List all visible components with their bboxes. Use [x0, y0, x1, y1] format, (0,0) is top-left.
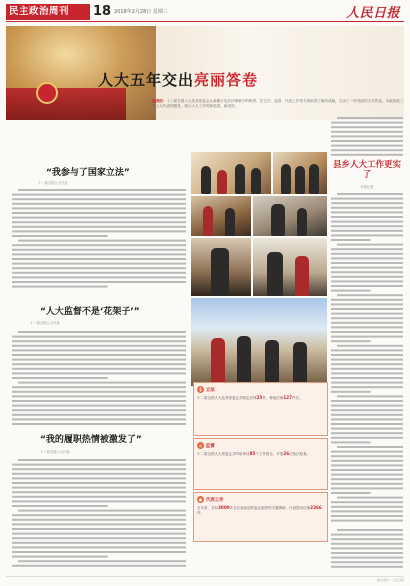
- text-line: [12, 377, 108, 379]
- infobox-supervision-body: 十二届全国人大常委会共听取审议85个工作报告，开展26次执法检查。: [197, 450, 311, 456]
- text-line: [331, 538, 403, 540]
- text-line: [12, 336, 186, 338]
- text-line: [331, 326, 403, 328]
- page-number: 18: [93, 4, 112, 19]
- text-line: [12, 391, 186, 393]
- person-icon: ●: [198, 497, 203, 502]
- text-line: [12, 372, 186, 374]
- text-line: [331, 520, 403, 522]
- text-line: [12, 414, 186, 416]
- infobox-deputies-body: 五年来，共有3000多名代表参加常委会组织的专题调研，代表提出议案2366件。: [197, 504, 322, 515]
- text-line: [18, 459, 186, 461]
- text-line: [331, 145, 403, 147]
- article-2-title: “人大监督不是‘花架子’”: [40, 307, 140, 317]
- text-line: [12, 405, 186, 407]
- text-line: [12, 359, 186, 361]
- text-line: [331, 322, 403, 324]
- text-line: [331, 372, 403, 374]
- text-line: [12, 249, 186, 251]
- infobox-deputies-head: [197, 496, 324, 503]
- page-header: [6, 4, 404, 22]
- text-line: [12, 528, 186, 530]
- text-line: [12, 537, 186, 539]
- infobox-supervision-label: 监督: [206, 443, 215, 449]
- text-line: [331, 474, 403, 476]
- text-line: [12, 217, 186, 219]
- text-line: [12, 491, 186, 493]
- infobox-supervision-head: [197, 442, 324, 449]
- text-line: [331, 478, 403, 480]
- magnifier-icon: ◎: [198, 443, 203, 448]
- text-line: [12, 565, 186, 567]
- text-line: [331, 368, 403, 370]
- infobox-deputies-label: 代表工作: [206, 497, 224, 503]
- text-line: [331, 432, 403, 434]
- text-line: [337, 294, 403, 296]
- text-line: [12, 212, 186, 214]
- text-line: [12, 523, 186, 525]
- stat-bills-submitted: 2366: [310, 504, 322, 510]
- newspaper-logo: 人民日报: [345, 6, 400, 21]
- text-line: [331, 126, 403, 128]
- stat-laws-amended: 127: [283, 394, 293, 400]
- article-1-byline: 十二届全国人大代表: [38, 181, 68, 185]
- text-line: [331, 414, 403, 416]
- sidebar-byline: 本报记者: [360, 185, 374, 189]
- text-line: [331, 253, 403, 255]
- text-line: [337, 497, 403, 499]
- text-line: [331, 336, 403, 338]
- text-line: [12, 487, 186, 489]
- text-line: [12, 258, 186, 260]
- text-line: [12, 286, 108, 288]
- sidebar-title: 县乡人大工作更实了: [332, 160, 401, 180]
- infobox-legislation: [193, 382, 328, 436]
- text-line: [331, 483, 403, 485]
- text-line: [331, 405, 403, 407]
- text-line: [331, 313, 403, 315]
- text-line: [12, 468, 186, 470]
- text-line: [12, 253, 186, 255]
- text-line: [337, 446, 403, 448]
- text-line: [331, 506, 403, 508]
- text-line: [331, 122, 403, 124]
- text-line: [331, 418, 403, 420]
- text-line: [331, 552, 403, 554]
- column-name: 民主政治周刊: [6, 4, 90, 20]
- article-2-text-lines: [12, 330, 186, 425]
- text-line: [12, 477, 186, 479]
- text-line: [12, 464, 186, 466]
- text-line: [331, 534, 403, 536]
- text-line: [12, 542, 186, 544]
- infobox-supervision: [193, 438, 328, 490]
- text-line: [331, 382, 403, 384]
- text-line: [331, 566, 403, 568]
- issue-date: 2018年2月28日 星期三: [114, 9, 168, 15]
- national-emblem-icon: [36, 82, 58, 104]
- text-line: [12, 386, 186, 388]
- text-line: [12, 505, 108, 507]
- stat-reports-reviewed: 85: [249, 450, 256, 456]
- text-line: [331, 359, 403, 361]
- text-line: [337, 117, 403, 119]
- photo-rural-inspection: [191, 298, 327, 386]
- text-line: [18, 382, 186, 384]
- text-line: [12, 226, 186, 228]
- text-line: [331, 140, 403, 142]
- text-line: [331, 198, 403, 200]
- photo-deputies-group: [273, 152, 327, 194]
- text-line: [331, 280, 403, 282]
- text-line: [12, 500, 186, 502]
- text-line: [331, 221, 403, 223]
- text-line: [331, 248, 403, 250]
- text-line: [12, 423, 186, 425]
- text-line: [337, 345, 403, 347]
- text-line: [331, 441, 371, 443]
- text-line: [331, 464, 403, 466]
- text-line: [12, 473, 186, 475]
- text-line: [18, 189, 186, 191]
- text-line: [12, 496, 186, 498]
- text-line: [331, 363, 403, 365]
- text-line: [12, 267, 186, 269]
- sidebar-intro-lines: [331, 116, 403, 156]
- text-line: [331, 377, 403, 379]
- text-line: [12, 276, 186, 278]
- text-line: [331, 149, 403, 151]
- sidebar-credits-lines: [331, 528, 403, 568]
- text-line: [331, 409, 403, 411]
- text-line: [18, 560, 186, 562]
- text-line: [12, 482, 186, 484]
- text-line: [331, 135, 403, 137]
- text-line: [12, 363, 186, 365]
- text-line: [12, 203, 186, 205]
- photo-deputy-portrait: [191, 238, 251, 296]
- text-line: [331, 455, 403, 457]
- editor-note-label: 编者按：: [152, 99, 167, 103]
- text-line: [331, 285, 403, 287]
- text-line: [12, 519, 186, 521]
- text-line: [12, 354, 186, 356]
- text-line: [331, 386, 403, 388]
- sidebar-intro-text: [331, 116, 403, 156]
- text-line: [12, 207, 186, 209]
- text-line: [331, 547, 403, 549]
- text-line: [331, 207, 403, 209]
- photo-deputies-meeting: [191, 152, 271, 194]
- text-line: [18, 331, 186, 333]
- text-line: [331, 515, 403, 517]
- page-footer: 版式设计：人民日报: [6, 576, 404, 582]
- text-line: [337, 244, 403, 246]
- text-line: [331, 423, 403, 425]
- text-line: [331, 460, 403, 462]
- text-line: [331, 267, 403, 269]
- text-line: [331, 354, 403, 356]
- gavel-icon: §: [197, 386, 204, 393]
- text-line: [12, 546, 186, 548]
- stat-deputies-research: 3000: [218, 504, 230, 510]
- text-line: [331, 211, 403, 213]
- text-line: [12, 556, 108, 558]
- text-line: [12, 395, 186, 397]
- text-line: [12, 198, 186, 200]
- article-3-body: [12, 458, 186, 570]
- text-line: [12, 340, 186, 342]
- text-line: [331, 400, 403, 402]
- text-line: [331, 216, 403, 218]
- text-line: [12, 263, 186, 265]
- article-1-body: [12, 188, 186, 288]
- text-line: [12, 345, 186, 347]
- text-line: [12, 235, 108, 237]
- text-line: [12, 230, 186, 232]
- text-line: [331, 234, 403, 236]
- text-line: [12, 400, 186, 402]
- sidebar-credits: [331, 528, 403, 568]
- stat-inspections: 26: [283, 450, 290, 456]
- text-line: [331, 437, 403, 439]
- text-line: [12, 418, 186, 420]
- article-2-byline: 十二届全国人大代表: [30, 321, 60, 325]
- article-3-byline: 十二届全国人大代表: [40, 450, 70, 454]
- text-line: [331, 501, 403, 503]
- infobox-legislation-body: 十二届全国人大及其常委会共制定法律25件，修改法律127件次。: [197, 394, 303, 400]
- text-line: [331, 276, 403, 278]
- text-line: [331, 271, 403, 273]
- text-line: [12, 349, 186, 351]
- photo-deputy-office: [253, 238, 327, 296]
- editor-note-text: 十二届全国人大及其常委会认真履行宪法法律赋予的职责，在立法、监督、代表工作等方面取得了新的成就，交出了一份亮丽的五年答卷。本版选取三位人大代表的感受，展示人大工作的新进展、新成效。: [152, 99, 404, 108]
- photo-deputy-interview: [191, 196, 251, 236]
- text-line: [331, 239, 371, 241]
- text-line: [12, 533, 186, 535]
- text-line: [12, 368, 186, 370]
- text-line: [18, 240, 186, 242]
- text-line: [331, 349, 403, 351]
- text-line: [12, 551, 186, 553]
- red-flag-image: [6, 88, 126, 120]
- text-line: [12, 514, 186, 516]
- text-line: [331, 202, 403, 204]
- text-line: [331, 451, 403, 453]
- text-line: [331, 543, 403, 545]
- infobox-legislation-head: [197, 386, 324, 393]
- text-line: [12, 194, 186, 196]
- text-line: [12, 281, 186, 283]
- article-1-text-lines: [12, 188, 186, 288]
- article-3-text-lines: [12, 458, 186, 570]
- text-line: [337, 529, 403, 531]
- text-line: [331, 308, 403, 310]
- text-line: [18, 510, 186, 512]
- infobox-legislation-label: 立法: [206, 387, 215, 393]
- article-2-body: [12, 330, 186, 425]
- text-line: [331, 340, 371, 342]
- text-line: [331, 557, 403, 559]
- text-line: [331, 510, 403, 512]
- article-1-title: “我参与了国家立法”: [46, 168, 130, 178]
- text-line: [331, 131, 403, 133]
- text-line: [12, 244, 186, 246]
- sidebar-body: [331, 192, 403, 522]
- text-line: [337, 395, 403, 397]
- text-line: [331, 299, 403, 301]
- text-line: [12, 409, 186, 411]
- editor-note: [152, 99, 404, 109]
- text-line: [331, 492, 371, 494]
- photo-deputy-speaking: [253, 196, 327, 236]
- text-line: [331, 225, 403, 227]
- text-line: [331, 262, 403, 264]
- text-line: [331, 428, 403, 430]
- text-line: [331, 391, 371, 393]
- infobox-deputies: [193, 492, 328, 542]
- text-line: [331, 154, 403, 156]
- sidebar-body-lines: [331, 192, 403, 522]
- text-line: [331, 469, 403, 471]
- text-line: [331, 230, 403, 232]
- text-line: [331, 290, 371, 292]
- hero-title-accent: 亮丽答卷: [194, 71, 259, 89]
- text-line: [331, 317, 403, 319]
- text-line: [331, 331, 403, 333]
- text-line: [331, 303, 403, 305]
- text-line: [331, 487, 403, 489]
- stat-laws-enacted: 25: [256, 394, 263, 400]
- text-line: [12, 221, 186, 223]
- hero-title: 人大五年交出亮丽答卷: [98, 71, 259, 89]
- text-line: [12, 272, 186, 274]
- text-line: [331, 257, 403, 259]
- text-line: [337, 193, 403, 195]
- text-line: [331, 561, 403, 563]
- article-3-title: “我的履职热情被激发了”: [40, 435, 142, 445]
